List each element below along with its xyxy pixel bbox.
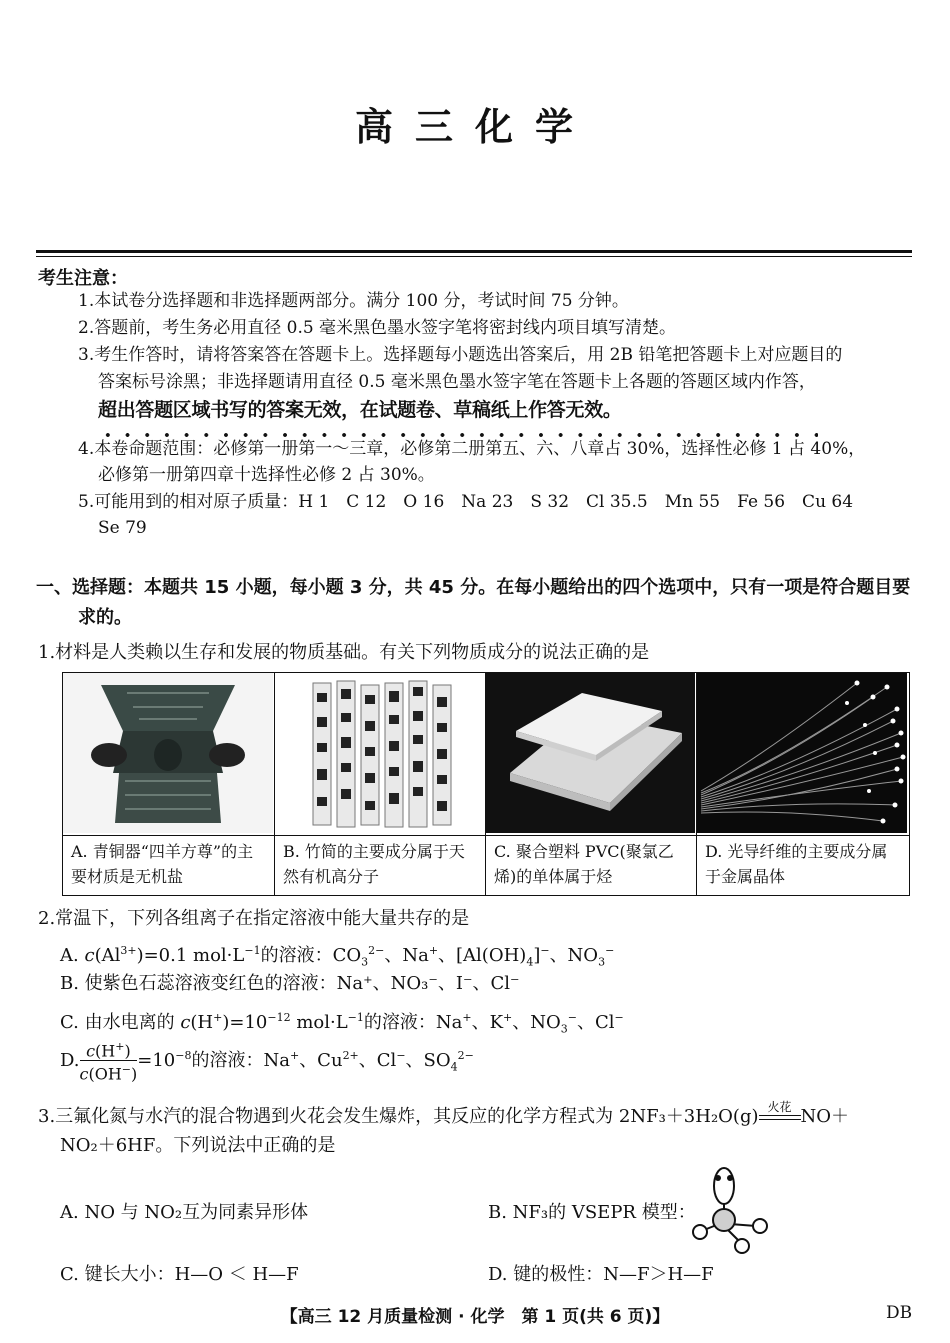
notice-item-4-cont: 必修第一册第四章十选择性必修 2 占 30%。 bbox=[98, 465, 435, 485]
option-b-caption-1: B. 竹简的主要成分属于天 bbox=[283, 842, 465, 861]
q2-d-label: D. bbox=[60, 1049, 80, 1071]
option-c-caption-1: C. 聚合塑料 PVC(聚氯乙 bbox=[494, 842, 674, 861]
question-2-option-b: B. 使紫色石蕊溶液变红色的溶液：Na⁺、NO₃⁻、I⁻、Cl⁻ bbox=[60, 973, 520, 994]
notice-item-2: 2.答题前，考生务必用直径 0.5 毫米黑色墨水签字笔将密封线内项目填写清楚。 bbox=[78, 318, 677, 338]
option-a-caption-2: 要材质是无机盐 bbox=[71, 867, 184, 886]
notice-item-5-cont: Se 79 bbox=[98, 518, 147, 538]
q3-stem-pre: 3.三氟化氮与水汽的混合物遇到火花会发生爆炸，其反应的化学方程式为 2NF₃＋3H₂O(g) bbox=[38, 1106, 759, 1127]
option-d-cell bbox=[697, 673, 909, 895]
optical-fiber-image bbox=[697, 673, 909, 836]
question-3-option-d: D. 键的极性：N—F＞H—F bbox=[488, 1264, 714, 1285]
notice-warning: 超出答题区域书写的答案无效，在试题卷、草稿纸上作答无效。 bbox=[98, 399, 622, 421]
question-3-option-c: C. 键长大小：H—O ＜ H—F bbox=[60, 1264, 299, 1285]
q2-a-label: A. bbox=[60, 945, 79, 966]
question-1-stem: 1.材料是人类赖以生存和发展的物质基础。有关下列物质成分的说法正确的是 bbox=[38, 642, 650, 663]
section-heading-cont: 求的。 bbox=[78, 607, 132, 628]
section-heading: 一、选择题：本题共 15 小题，每小题 3 分，共 45 分。在每小题给出的四个选项中，只有一项是符合题目要 bbox=[36, 577, 911, 598]
footer-code: DB bbox=[886, 1303, 913, 1323]
question-3-stem bbox=[38, 1100, 850, 1130]
q3-stem-post: NO＋ bbox=[800, 1106, 850, 1127]
notice-item-4: 4.本卷命题范围：必修第一册第一～三章，必修第二册第五、六、八章占 30%，选择性必修 1 占 40%， bbox=[78, 439, 866, 459]
reaction-condition: 火花 bbox=[767, 1100, 792, 1114]
q2-c-label: C. bbox=[60, 1012, 79, 1033]
header-rule bbox=[36, 250, 912, 253]
option-c-caption-2: 烯)的单体属于烃 bbox=[494, 867, 613, 886]
page-footer: 【高三 12 月质量检测 · 化学 第 1 页(共 6 页)】 bbox=[280, 1307, 670, 1327]
question-3-stem-cont: NO₂＋6HF。下列说法中正确的是 bbox=[60, 1135, 336, 1156]
question-1-image-table bbox=[62, 672, 910, 896]
notice-heading: 考生注意： bbox=[38, 268, 128, 289]
concentration-ratio: $\frac{c(H^+)}{c(OH^-)}$ bbox=[79, 1040, 138, 1084]
page-title: 高三化学 bbox=[354, 104, 595, 149]
option-a-cell bbox=[63, 673, 275, 895]
option-c-cell bbox=[486, 673, 697, 895]
question-2-option-c: C. 由水电离的 $c(H^+)=10^{-12}$ $mol\cdot L^{-1}$的溶液：Na+、K+、$NO_3^-$、Cl− bbox=[60, 1011, 624, 1036]
notice-item-5: 5.可能用到的相对原子质量：H 1 C 12 O 16 Na 23 S 32 Cl 35.5 Mn 55 Fe 56 Cu 64 bbox=[78, 492, 854, 512]
option-a-caption-1: A. 青铜器“四羊方尊”的主 bbox=[71, 842, 254, 861]
bamboo-slips-image bbox=[275, 673, 485, 836]
option-b-cell bbox=[275, 673, 486, 895]
header-rule-thin bbox=[36, 256, 912, 257]
question-2-option-a: A. $c(Al^{3+})=0.1$ $mol\cdot L^{-1}$的溶液：$CO_3^{2-}$、Na+、$[Al(OH)_4]^-$、$NO_3^-$ bbox=[60, 944, 615, 969]
question-2-option-d: D. $\frac{c(H^+)}{c(OH^-)}$ $=10^{-8}$的溶液：Na+、$Cu^{2+}$、Cl−、$SO_4^{2-}$ bbox=[60, 1040, 474, 1084]
pvc-sheets-image bbox=[486, 673, 696, 836]
question-3-option-a: A. NO 与 NO₂互为同素异形体 bbox=[60, 1202, 309, 1223]
reaction-arrow bbox=[759, 1100, 801, 1126]
vsepr-model-icon bbox=[686, 1166, 772, 1260]
option-d-caption-2: 于金属晶体 bbox=[705, 867, 786, 886]
notice-item-1: 1.本试卷分选择题和非选择题两部分。满分 100 分，考试时间 75 分钟。 bbox=[78, 291, 629, 311]
question-2-stem: 2.常温下，下列各组离子在指定溶液中能大量共存的是 bbox=[38, 908, 470, 929]
notice-item-3: 3.考生作答时，请将答案答在答题卡上。选择题每小题选出答案后，用 2B 铅笔把答题卡上对应题目的 bbox=[78, 345, 843, 365]
bronze-vessel-image bbox=[63, 673, 274, 836]
option-b-caption-2: 然有机高分子 bbox=[283, 867, 380, 886]
notice-item-3-cont: 答案标号涂黑；非选择题请用直径 0.5 毫米黑色墨水签字笔在答题卡上各题的答题区域内作答， bbox=[98, 372, 816, 392]
question-3-option-b: B. NF₃的 VSEPR 模型： bbox=[488, 1202, 696, 1223]
option-d-caption-1: D. 光导纤维的主要成分属 bbox=[705, 842, 888, 861]
